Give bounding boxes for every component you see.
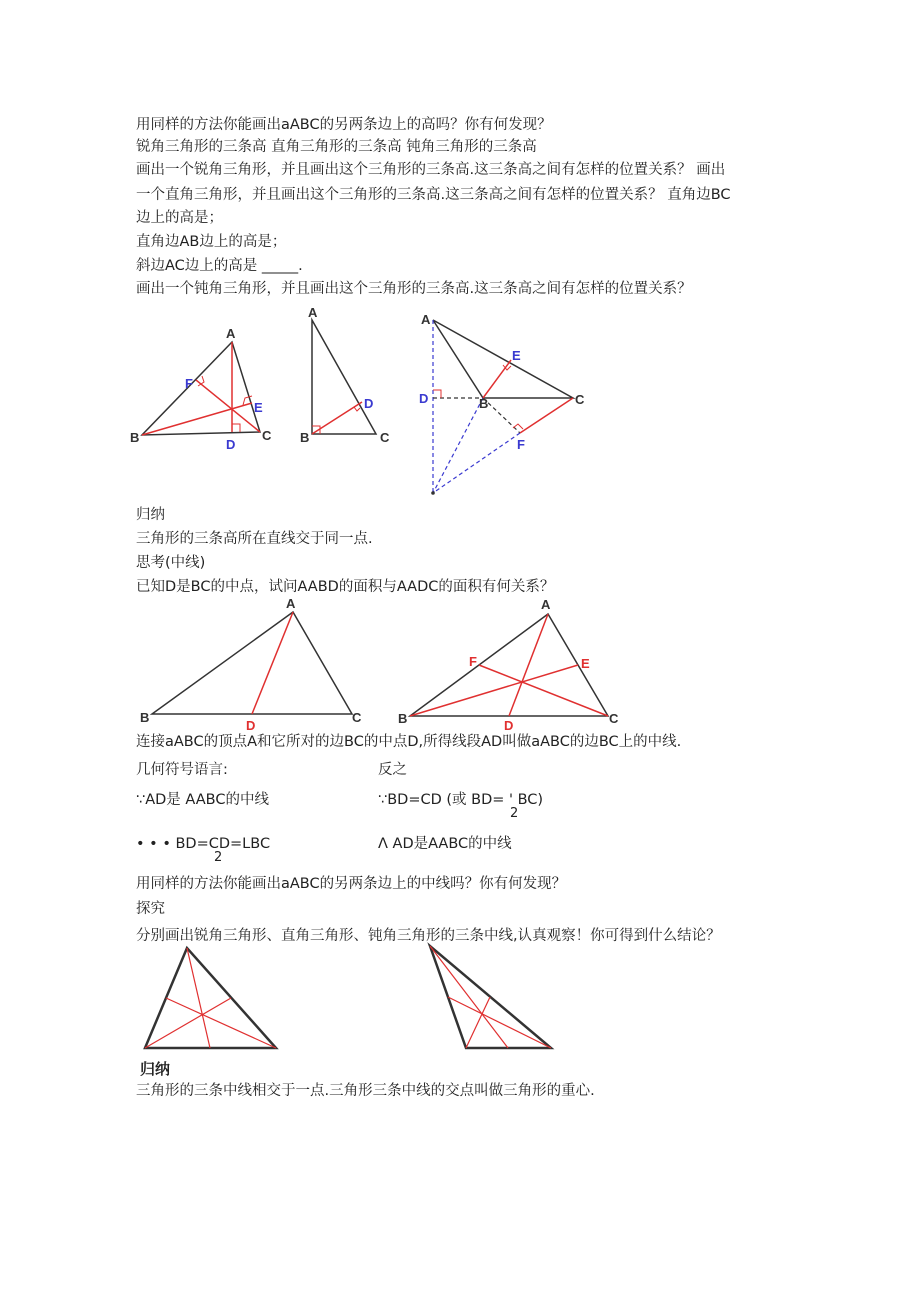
label-b: B [130,430,140,445]
triangle-abc [142,342,260,435]
label-a: A [226,326,236,341]
triangle-abc [433,320,573,398]
text-line-17: ∵BD=CD (或 BD= ' BC) [378,792,544,808]
acute-triangle-medians-figure [140,944,280,1054]
altitude-be [483,360,511,398]
right-angle-mark-d [232,424,240,432]
label-a: A [421,312,431,327]
triangle [145,948,276,1048]
three-medians-figure [396,596,626,731]
median-be [410,665,578,716]
label-b: B [300,430,310,445]
text-line-18: • • • BD=CD=LBC [136,836,271,852]
median-2 [145,998,231,1048]
triangle-abc [312,320,376,434]
text-line-9: 归纳 [136,507,165,523]
fraction-denominator-1: 2 [510,806,519,821]
text-line-7: 斜边AC边上的高是 _____. [136,258,303,274]
label-c: C [352,710,362,725]
median-ad-figure [138,596,368,731]
extension-b [433,398,483,493]
right-angle-mark-d [433,390,441,398]
extension-cf [433,433,520,493]
text-line-1: 用同样的方法你能画出aABC的另两条边上的高吗？你有何发现？ [136,117,552,133]
label-b: B [479,396,489,411]
text-line-6: 直角边AB边上的高是； [136,234,287,250]
text-line-14: 几何符号语言: [136,762,228,778]
text-line-3: 画出一个锐角三角形，并且画出这个三角形的三条高.这三条高之间有怎样的位置关系？ 画出 [136,162,726,178]
median-1 [187,948,210,1048]
triangle-abc [410,614,608,716]
median-cf [479,665,608,716]
label-f: F [517,437,525,452]
label-e: E [254,400,263,415]
obtuse-triangle-altitudes-figure [415,308,595,498]
extension-af [483,398,520,433]
fraction-denominator-2: 2 [214,850,223,865]
text-line-19: Λ AD是AABC的中线 [378,836,512,852]
label-d: D [246,718,256,733]
text-line-20: 用同样的方法你能画出aABC的另两条边上的中线吗？你有何发现？ [136,876,567,892]
label-c: C [609,711,619,726]
label-e: E [512,348,521,363]
text-line-21: 探究 [136,901,165,917]
altitude-cf [520,398,573,433]
label-b: B [398,711,408,726]
text-line-4: 一个直角三角形，并且画出这个三角形的三条高.这三条高之间有怎样的位置关系？ 直角边BC [136,187,731,203]
label-f: F [469,654,477,669]
text-line-15: 反之 [378,762,407,778]
label-d: D [504,718,514,733]
label-e: E [581,656,590,671]
text-line-10: 三角形的三条高所在直线交于同一点. [136,531,373,547]
text-line-13: 连接aABC的顶点A和它所对的边BC的中点D,所得线段AD叫做aABC的边BC上的中线. [136,734,682,750]
triangle-abc [152,612,352,714]
right-angle-mark-f [198,376,204,386]
text-line-8: 画出一个钝角三角形，并且画出这个三角形的三条高.这三条高之间有怎样的位置关系？ [136,281,692,297]
median-2 [466,997,490,1048]
text-line-11: 思考(中线) [136,555,206,571]
label-b: B [140,710,150,725]
text-line-24: 三角形的三条中线相交于一点.三角形三条中线的交点叫做三角形的重心. [136,1083,595,1099]
orthocenter-point [431,491,435,495]
label-f: F [185,376,193,391]
obtuse-triangle-medians-figure [426,944,556,1054]
text-line-2: 锐角三角形的三条高 直角三角形的三条高 钝角三角形的三条高 [136,139,537,155]
text-line-22: 分别画出锐角三角形、直角三角形、钝角三角形的三条中线,认真观察！你可得到什么结论？ [136,928,721,944]
label-a: A [541,597,551,612]
label-d: D [226,437,236,452]
label-a: A [308,305,318,320]
altitude-cf [196,380,260,432]
median-3 [166,998,276,1048]
label-c: C [380,430,390,445]
label-c: C [575,392,585,407]
label-a: A [286,596,296,611]
text-line-12: 已知D是BC的中点，试问AABD的面积与AADC的面积有何关系？ [136,579,555,595]
median-1 [430,946,508,1048]
right-triangle-altitudes-figure [298,302,398,452]
acute-triangle-altitudes-figure [130,318,290,458]
label-d: D [419,391,429,406]
label-d: D [364,396,374,411]
right-angle-mark-d [354,407,360,411]
text-line-16: ∵AD是 AABC的中线 [136,792,269,808]
text-line-5: 边上的高是； [136,210,223,226]
text-line-23: 归纳 [140,1060,171,1078]
label-c: C [262,428,272,443]
